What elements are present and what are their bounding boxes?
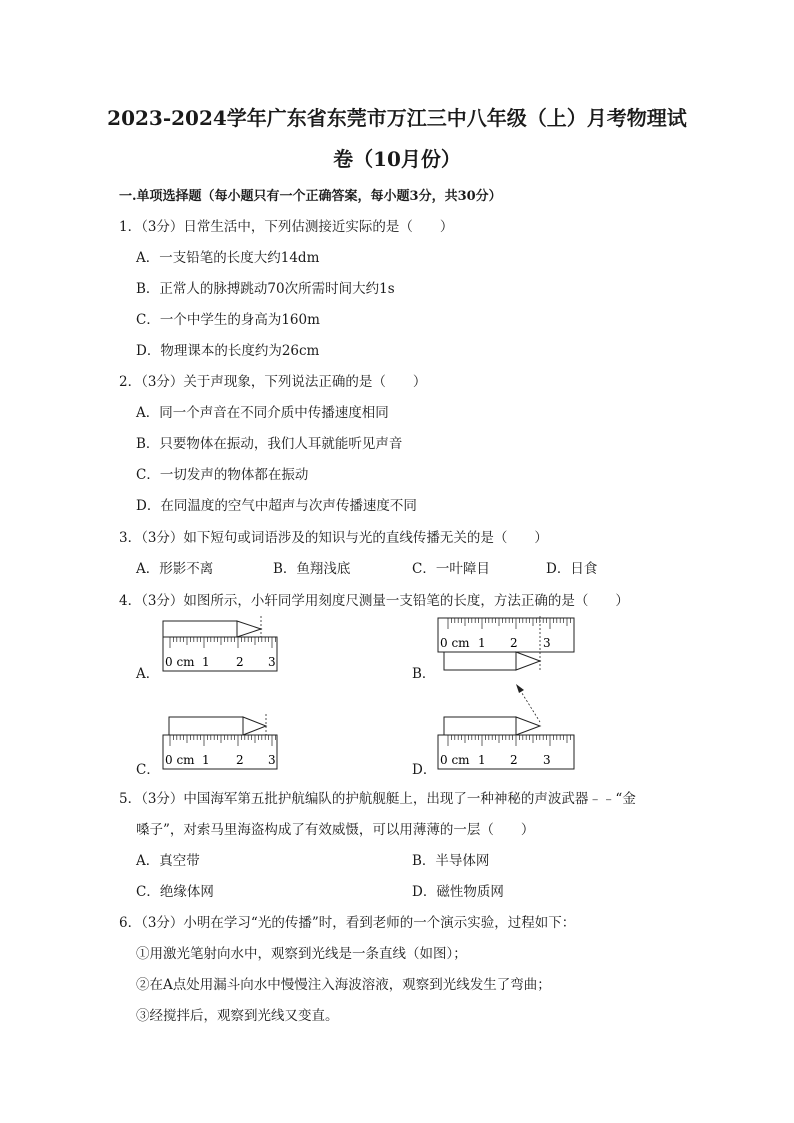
q1-stem: 1．（3分）日常生活中，下列估测接近实际的是（ ） xyxy=(119,219,454,235)
q4-figure-a xyxy=(160,614,280,678)
exam-title-line1: 2023-2024学年广东省东莞市万江三中八年级（上）月考物理试 xyxy=(107,106,687,130)
ruler-mark-1: 1 xyxy=(478,753,486,767)
pencil xyxy=(169,717,266,735)
ruler-mark-1: 1 xyxy=(202,753,210,767)
ruler-unit-label: 0 cm xyxy=(440,636,470,650)
q4-label-b: B． xyxy=(412,666,436,682)
ruler-mark-2: 2 xyxy=(510,636,518,650)
q3-option-c: C．一叶障目 xyxy=(412,561,490,577)
pencil xyxy=(444,652,540,670)
q4-label-a: A． xyxy=(136,666,160,682)
q5-stem-line2: 嗓子”，对索马里海盗构成了有效威慑，可以用薄薄的一层（ ） xyxy=(136,822,535,838)
ruler-unit-label: 0 cm xyxy=(440,753,470,767)
ruler-mark-2: 2 xyxy=(510,753,518,767)
q1-option-c: C．一个中学生的身高为160m xyxy=(136,312,320,328)
q2-option-a: A．同一个声音在不同介质中传播速度相同 xyxy=(136,405,389,421)
sightline-dashed xyxy=(520,690,540,722)
ruler-mark-2: 2 xyxy=(236,655,244,669)
pencil xyxy=(444,717,540,735)
q6-step-3: ③经搅拌后，观察到光线又变直。 xyxy=(136,1008,339,1024)
section-heading: 一.单项选择题（每小题只有一个正确答案，每小题3分，共30分） xyxy=(119,189,502,204)
ruler-mark-3: 3 xyxy=(268,655,276,669)
q1-option-a: A．一支铅笔的长度大约14dm xyxy=(136,250,320,266)
q2-option-b: B．只要物体在振动，我们人耳就能听见声音 xyxy=(136,436,403,452)
q4-stem: 4．（3分）如图所示，小轩同学用刻度尺测量一支铅笔的长度，方法正确的是（ ） xyxy=(119,593,629,609)
q3-stem: 3．（3分）如下短句或词语涉及的知识与光的直线传播无关的是（ ） xyxy=(119,530,548,546)
q5-option-c: C．绝缘体网 xyxy=(136,884,214,900)
ruler-mark-1: 1 xyxy=(478,636,486,650)
q4-label-c: C． xyxy=(136,762,160,778)
q5-option-b: B．半导体网 xyxy=(412,853,490,869)
q2-option-c: C．一切发声的物体都在振动 xyxy=(136,467,309,483)
q6-step-2: ②在A点处用漏斗向水中慢慢注入海波溶液，观察到光线发生了弯曲； xyxy=(136,977,551,993)
ruler-mark-1: 1 xyxy=(202,655,210,669)
q5-option-d: D．磁性物质网 xyxy=(412,884,504,900)
q3-option-a: A．形影不离 xyxy=(136,561,214,577)
viewing-arrow-icon xyxy=(516,684,524,693)
ruler-mark-3: 3 xyxy=(268,753,276,767)
ruler-mark-3: 3 xyxy=(543,753,551,767)
q3-option-b: B．鱼翔浅底 xyxy=(273,561,351,577)
q2-option-d: D．在同温度的空气中超声与次声传播速度不同 xyxy=(136,498,417,514)
q3-option-d: D．日食 xyxy=(546,561,598,577)
ruler-unit-label: 0 cm xyxy=(165,753,195,767)
q4-figure-d xyxy=(436,680,578,774)
q5-stem-line1: 5．（3分）中国海军第五批护航编队的护航舰艇上，出现了一种神秘的声波武器﹣﹣“金 xyxy=(119,791,636,807)
ruler-mark-2: 2 xyxy=(236,753,244,767)
ruler-mark-3: 3 xyxy=(543,636,551,650)
q1-option-b: B．正常人的脉搏跳动70次所需时间大约1s xyxy=(136,281,395,297)
q4-figure-c xyxy=(160,712,280,774)
q5-option-a: A．真空带 xyxy=(136,853,200,869)
q1-option-d: D．物理课本的长度约为26cm xyxy=(136,343,320,359)
q6-step-1: ①用激光笔射向水中，观察到光线是一条直线（如图）； xyxy=(136,946,467,962)
q2-stem: 2．（3分）关于声现象，下列说法正确的是（ ） xyxy=(119,374,427,390)
pencil xyxy=(163,621,261,637)
exam-title-line2: 卷（10月份） xyxy=(333,147,461,171)
q4-label-d: D． xyxy=(412,762,437,778)
ruler-unit-label: 0 cm xyxy=(165,655,195,669)
q6-stem: 6．（3分）小明在学习“光的传播”时，看到老师的一个演示实验，过程如下： xyxy=(119,915,576,931)
q4-figure-b xyxy=(436,616,576,674)
